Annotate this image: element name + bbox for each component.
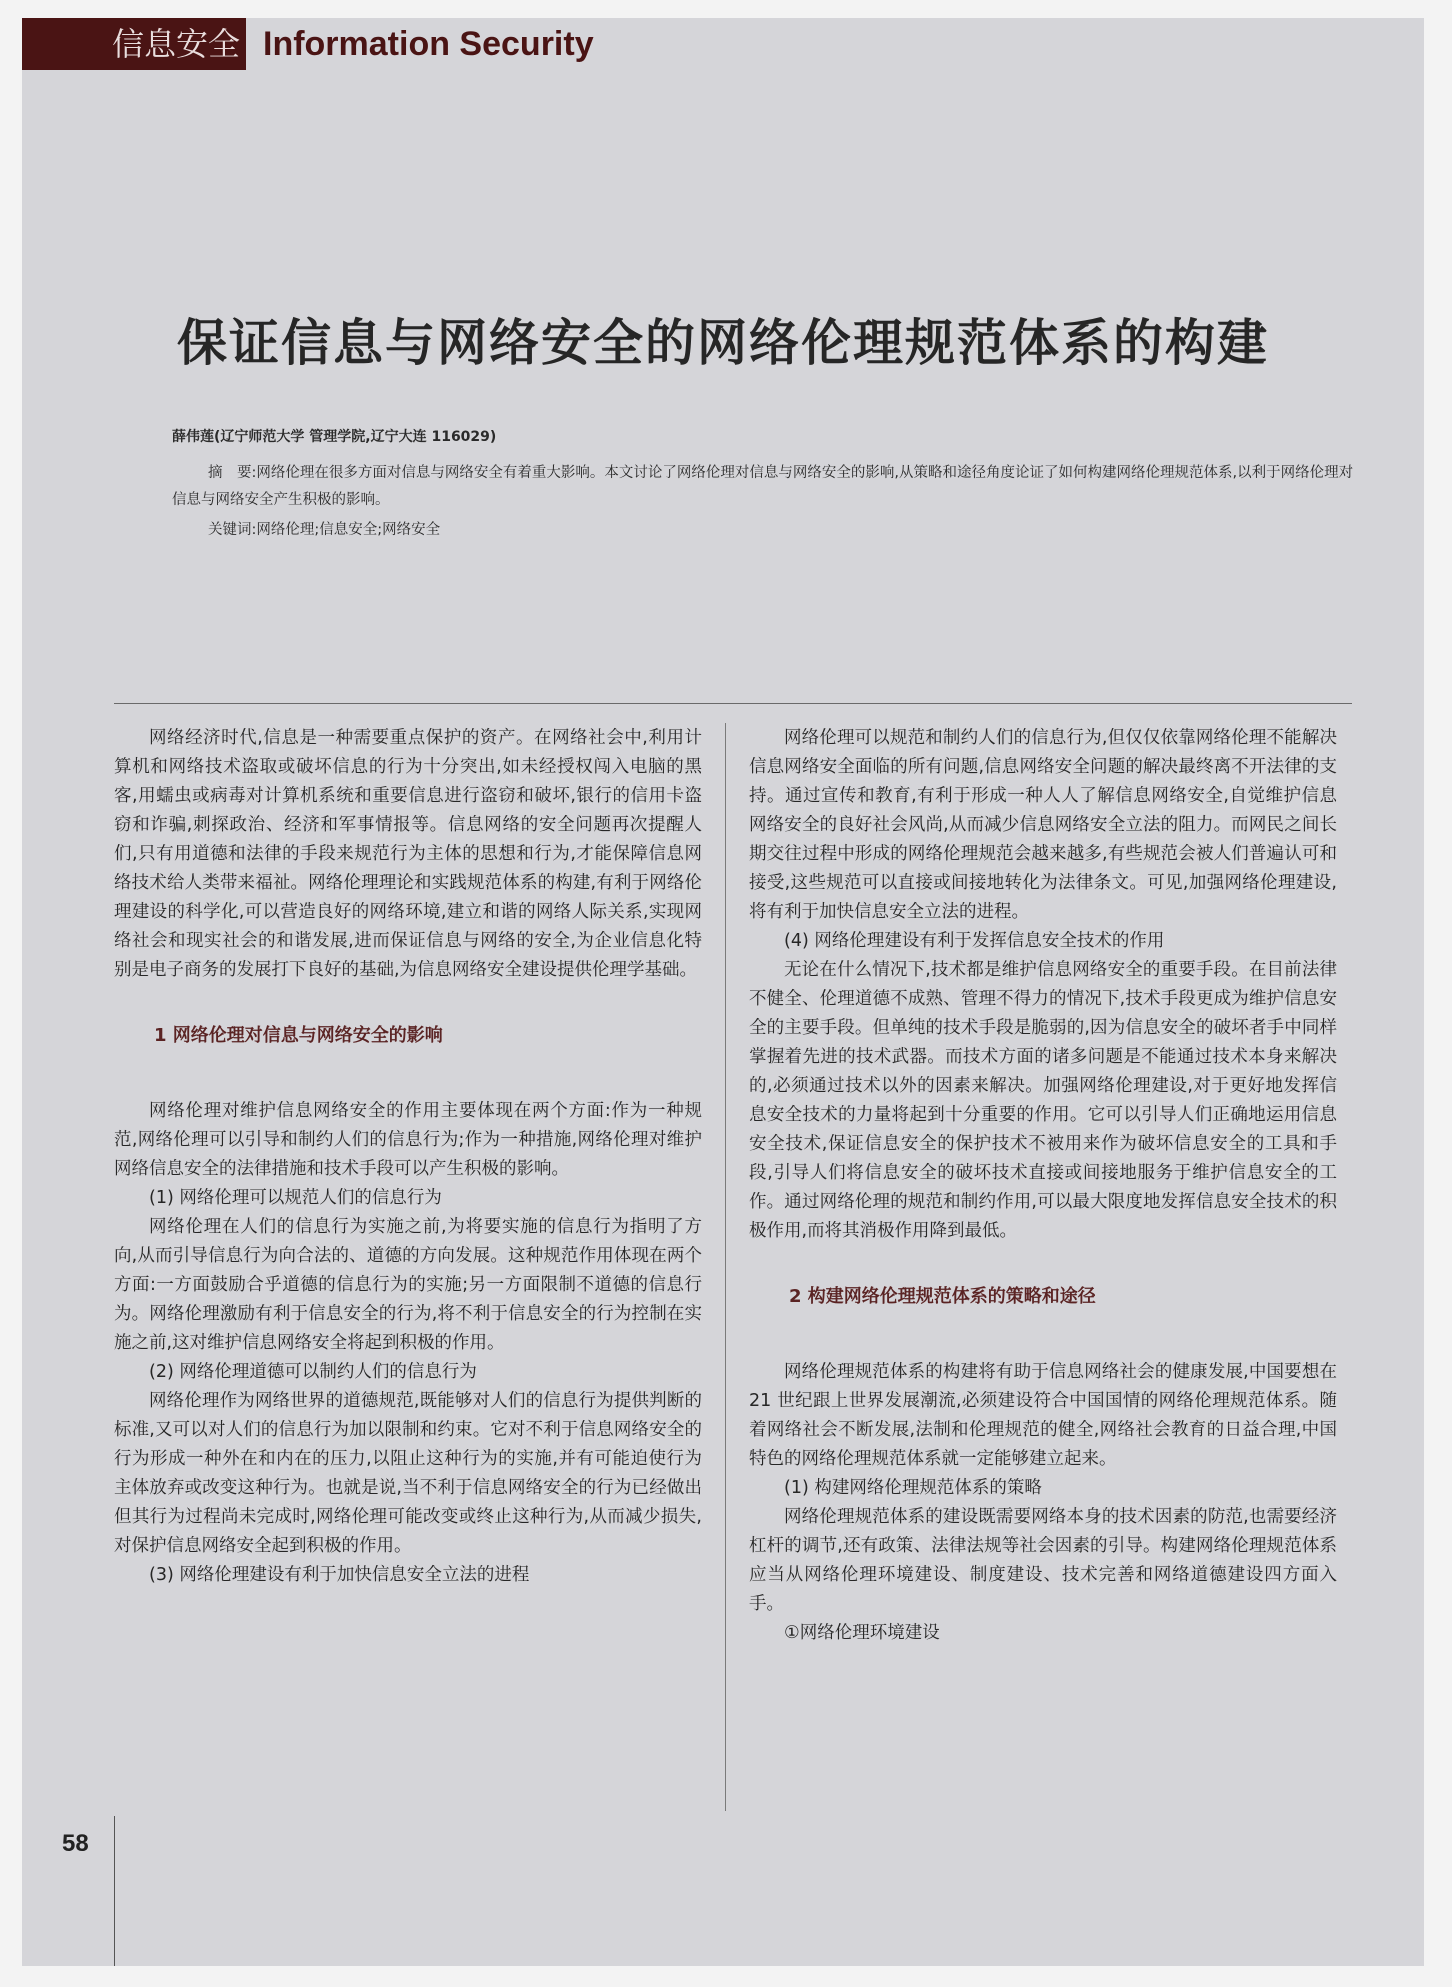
item-1-paragraph: 网络伦理在人们的信息行为实施之前,为将要实施的信息行为指明了方向,从而引导信息行为向合法的、道德的方向发展。这种规范作用体现在两个方面:一方面鼓励合乎道德的信息行为的实施;另一方面限制不道德的信息行为。网络伦理激励有利于信息安全的行为,将不利于信息安全的行为控制在实施之前,这对维护信息网络安全将起到积极的作用。 <box>114 1217 702 1353</box>
section-tag-en: Information Security <box>263 25 594 63</box>
section-2-heading: 2 构建网络伦理规范体系的策略和途径 <box>789 1286 1096 1307</box>
keywords <box>208 517 440 544</box>
abstract <box>172 460 1362 514</box>
page-number-bar <box>114 1816 115 1966</box>
section-header <box>22 18 246 70</box>
item-2-heading: (2) 网络伦理道德可以制约人们的信息行为 <box>149 1362 477 1382</box>
left-column <box>114 724 702 1590</box>
column-divider <box>725 723 726 1811</box>
item-3-heading: (3) 网络伦理建设有利于加快信息安全立法的进程 <box>149 1565 530 1585</box>
keywords-label: 关键词: <box>208 522 257 538</box>
section-2-paragraph: 网络伦理规范体系的构建将有助于信息网络社会的健康发展,中国要想在 21 世纪跟上世界发展潮流,必须建设符合中国国情的网络伦理规范体系。随着网络社会不断发展,法制和伦理规范的健全,网络社会教育的日益合理,中国特色的网络伦理规范体系就一定能够建立起来。 <box>749 1362 1337 1469</box>
page-number: 58 <box>62 1830 89 1857</box>
environment-subheading: ①网络伦理环境建设 <box>784 1623 940 1643</box>
header-rule <box>114 703 1352 704</box>
section-tag-cn: 信息安全 <box>22 18 246 70</box>
section-1-paragraph: 网络伦理对维护信息网络安全的作用主要体现在两个方面:作为一种规范,网络伦理可以引导和制约人们的信息行为;作为一种措施,网络伦理对维护网络信息安全的法律措施和技术手段可以产生积极的影响。 <box>114 1101 702 1179</box>
intro-paragraph: 网络经济时代,信息是一种需要重点保护的资产。在网络社会中,利用计算机和网络技术盗取或破坏信息的行为十分突出,如未经授权闯入电脑的黑客,用蠕虫或病毒对计算机系统和重要信息进行盗窃和破坏,银行的信用卡盗窃和诈骗,刺探政治、经济和军事情报等。信息网络的安全问题再次提醒人们,只有用道德和法律的手段来规范行为主体的思想和行为,才能保障信息网络技术给人类带来福祉。网络伦理理论和实践规范体系的构建,有利于网络伦理建设的科学化,可以营造良好的网络环境,建立和谐的网络人际关系,实现网络社会和现实社会的和谐发展,进而保证信息与网络的安全,为企业信息化特别是电子商务的发展打下良好的基础,为信息网络安全建设提供伦理学基础。 <box>114 728 702 980</box>
item-4-heading: (4) 网络伦理建设有利于发挥信息安全技术的作用 <box>784 931 1165 951</box>
section-1-heading: 1 网络伦理对信息与网络安全的影响 <box>154 1025 443 1046</box>
keywords-text: 网络伦理;信息安全;网络安全 <box>256 522 441 538</box>
strategy-heading: (1) 构建网络伦理规范体系的策略 <box>784 1478 1042 1498</box>
abstract-text: 网络伦理在很多方面对信息与网络安全有着重大影响。本文讨论了网络伦理对信息与网络安全的影响,从策略和途径角度论证了如何构建网络伦理规范体系,以利于网络伦理对信息与网络安全产生积极的影响。 <box>172 465 1354 508</box>
article-author: 薛伟莲(辽宁师范大学 管理学院,辽宁大连 116029) <box>172 429 497 445</box>
abstract-label: 摘 要: <box>208 465 257 481</box>
item-1-heading: (1) 网络伦理可以规范人们的信息行为 <box>149 1188 442 1208</box>
item-4-paragraph: 无论在什么情况下,技术都是维护信息网络安全的重要手段。在目前法律不健全、伦理道德不成熟、管理不得力的情况下,技术手段更成为维护信息安全的主要手段。但单纯的技术手段是脆弱的,因为信息安全的破坏者手中同样掌握着先进的技术武器。而技术方面的诸多问题是不能通过技术本身来解决的,必须通过技术以外的因素来解决。加强网络伦理建设,对于更好地发挥信息安全技术的力量将起到十分重要的作用。它可以引导人们正确地运用信息安全技术,保证信息安全的保护技术不被用来作为破坏信息安全的工具和手段,引导人们将信息安全的破坏技术直接或间接地服务于维护信息安全的工作。通过网络伦理的规范和制约作用,可以最大限度地发挥信息安全技术的积极作用,而将其消极作用降到最低。 <box>749 960 1337 1241</box>
item-2-paragraph: 网络伦理作为网络世界的道德规范,既能够对人们的信息行为提供判断的标准,又可以对人们的信息行为加以限制和约束。它对不利于信息网络安全的行为形成一种外在和内在的压力,以阻止这种行为的实施,并有可能迫使行为主体放弃或改变这种行为。也就是说,当不利于信息网络安全的行为已经做出但其行为过程尚未完成时,网络伦理可能改变或终止这种行为,从而减少损失,对保护信息网络安全起到积极的作用。 <box>114 1391 702 1556</box>
right-column <box>749 724 1337 1648</box>
journal-page <box>22 18 1424 1966</box>
strategy-paragraph: 网络伦理规范体系的建设既需要网络本身的技术因素的防范,也需要经济杠杆的调节,还有政策、法律法规等社会因素的引导。构建网络伦理规范体系应当从网络伦理环境建设、制度建设、技术完善和网络道德建设四方面入手。 <box>749 1507 1337 1614</box>
item-3-paragraph: 网络伦理可以规范和制约人们的信息行为,但仅仅依靠网络伦理不能解决信息网络安全面临的所有问题,信息网络安全问题的解决最终离不开法律的支持。通过宣传和教育,有利于形成一种人人了解信息网络安全,自觉维护信息网络安全的良好社会风尚,从而减少信息网络安全立法的阻力。而网民之间长期交往过程中形成的网络伦理规范会越来越多,有些规范会被人们普遍认可和接受,这些规范可以直接或间接地转化为法律条文。可见,加强网络伦理建设,将有利于加快信息安全立法的进程。 <box>749 728 1337 922</box>
article-title: 保证信息与网络安全的网络伦理规范体系的构建 <box>177 314 1269 372</box>
